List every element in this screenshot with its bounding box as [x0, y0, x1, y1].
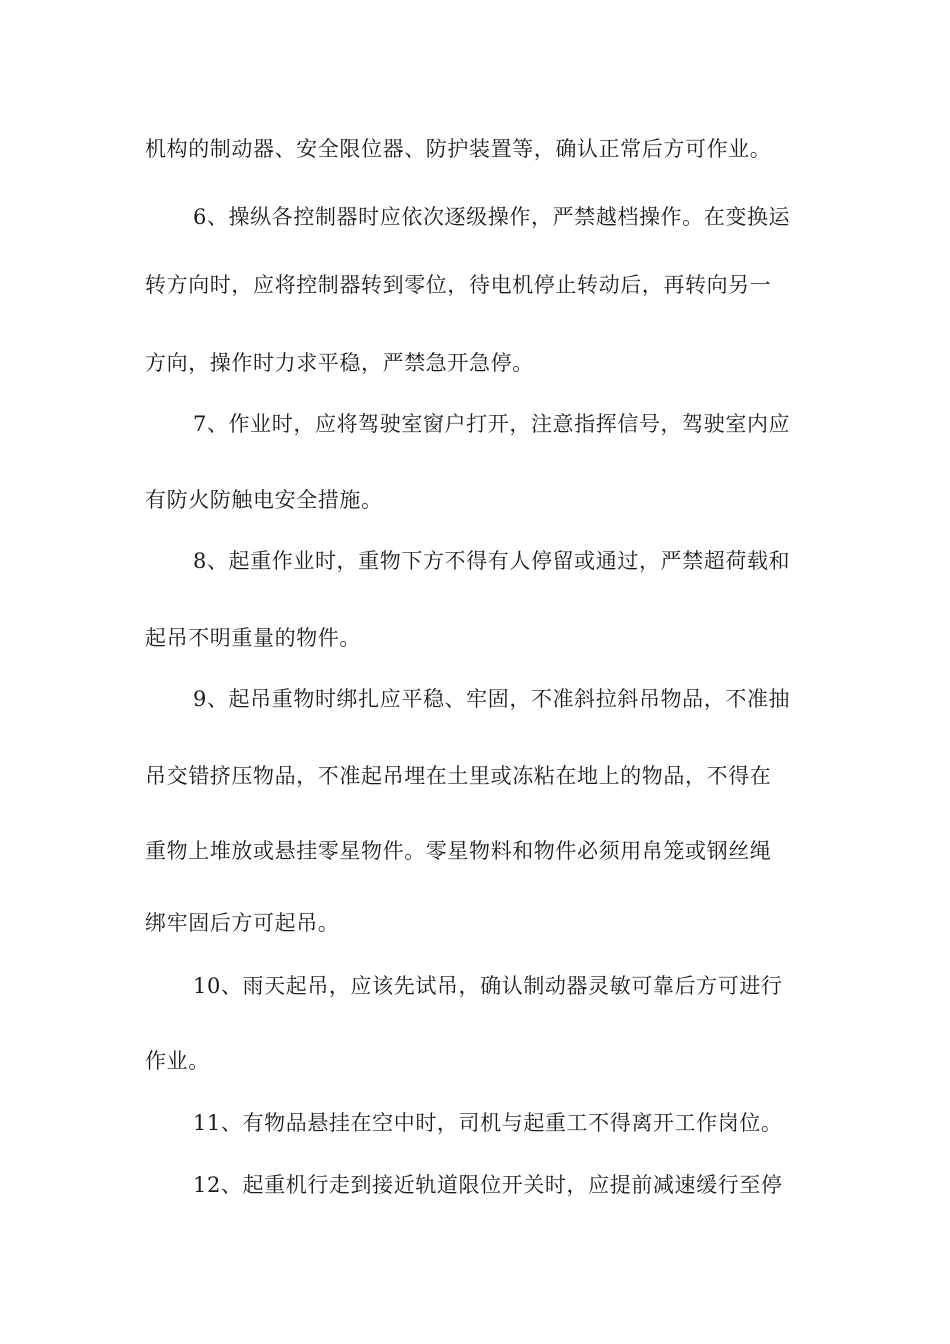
text-line: 机构的制动器、安全限位器、防护装置等，确认正常后方可作业。 — [145, 137, 772, 161]
text-line: 有防火防触电安全措施。 — [145, 488, 383, 512]
text-line: 绑牢固后方可起吊。 — [145, 911, 340, 935]
text-line: 吊交错挤压物品，不准起吊埋在土里或冻粘在地上的物品，不得在 — [145, 764, 772, 788]
paragraph-item-10: 10、雨天起吊，应该先试吊，确认制动器灵敏可靠后方可进行 — [193, 974, 783, 998]
paragraph-item-11: 11、有物品悬挂在空中时，司机与起重工不得离开工作岗位。 — [193, 1111, 783, 1135]
paragraph-item-6: 6、操纵各控制器时应依次逐级操作，严禁越档操作。在变换运 — [193, 205, 791, 229]
paragraph-item-7: 7、作业时，应将驾驶室窗户打开，注意指挥信号，驾驶室内应 — [193, 412, 791, 436]
text-line: 作业。 — [145, 1049, 210, 1073]
text-line: 方向，操作时力求平稳，严禁急开急停。 — [145, 351, 534, 375]
paragraph-item-8: 8、起重作业时，重物下方不得有人停留或通过，严禁超荷载和 — [193, 549, 791, 573]
text-line: 转方向时，应将控制器转到零位，待电机停止转动后，再转向另一 — [145, 273, 772, 297]
paragraph-item-9: 9、起吊重物时绑扎应平稳、牢固，不准斜拉斜吊物品，不准抽 — [193, 687, 791, 711]
paragraph-item-12: 12、起重机行走到接近轨道限位开关时，应提前减速缓行至停 — [193, 1173, 783, 1197]
text-line: 起吊不明重量的物件。 — [145, 626, 361, 650]
text-line: 重物上堆放或悬挂零星物件。零星物料和物件必须用帛笼或钢丝绳 — [145, 839, 772, 863]
